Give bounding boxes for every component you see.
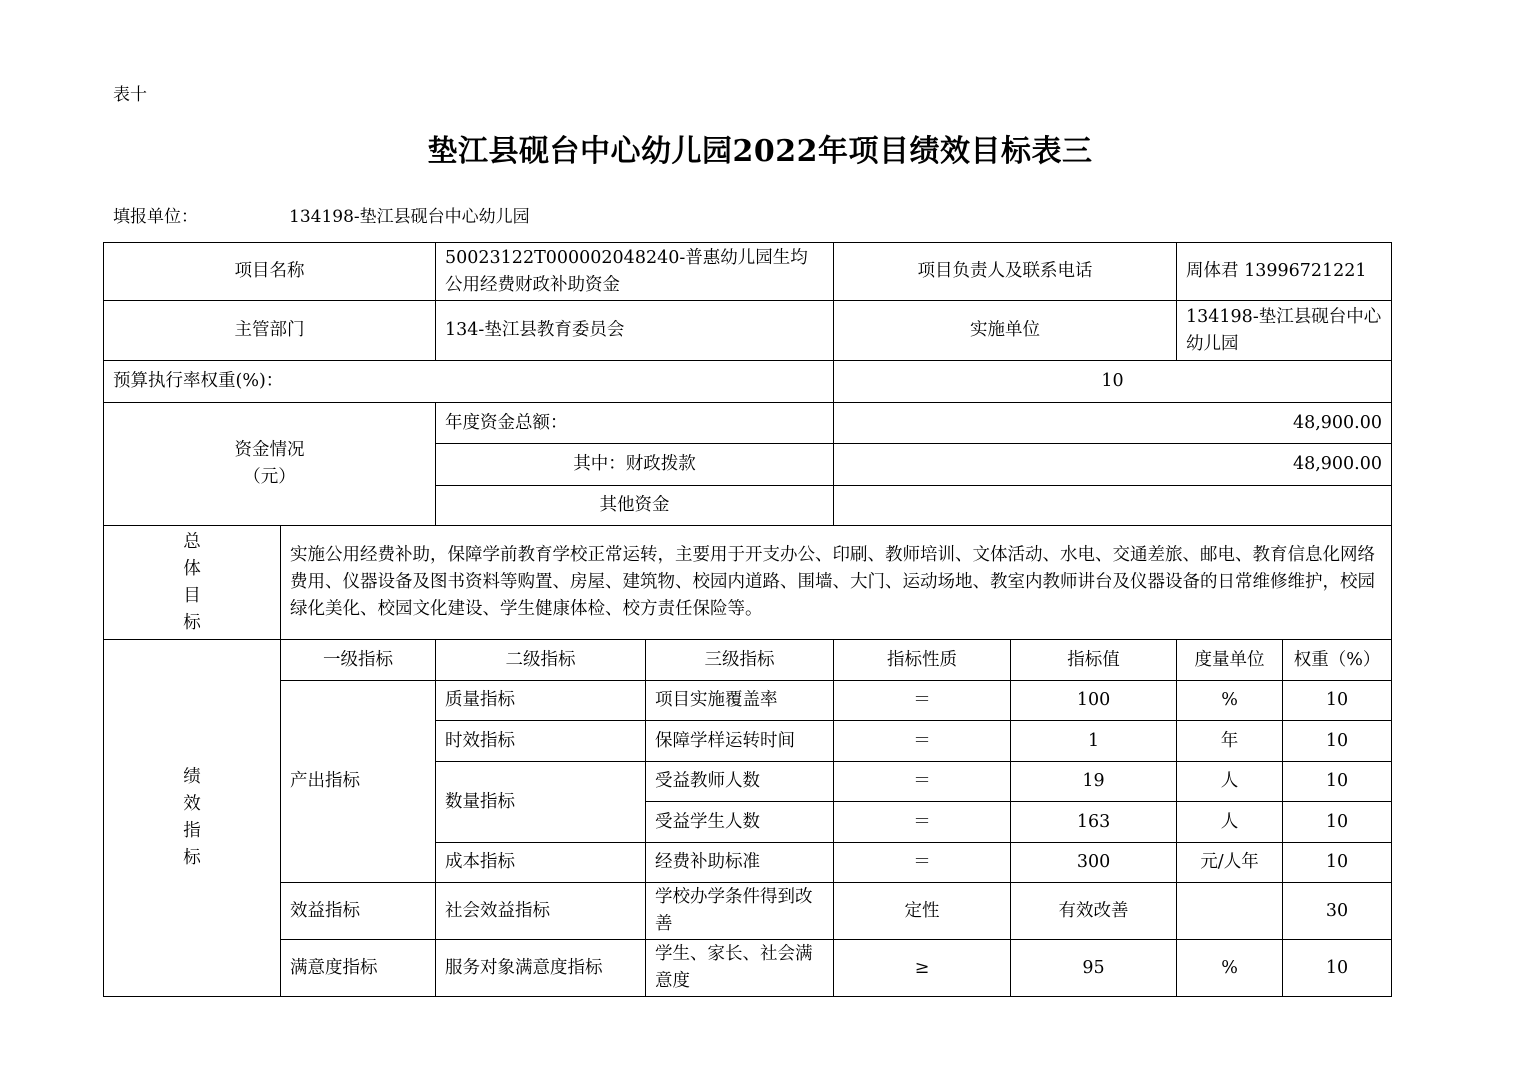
indicator-unit: 元/人年 xyxy=(1177,843,1283,883)
overall-goal-text: 实施公用经费补助，保障学前教育学校正常运转，主要用于开支办公、印刷、教师培训、文体活动、水电、交通差旅、邮电、教育信息化网络费用、仪器设备及图书资料等购置、房屋、建筑物、校园内道路、围墙、大门、运动场地、教室内教师讲台及仪器设备的日常维修维护，校园绿化美化、校园文化建设、学生健康体检、校方责任保险等。 xyxy=(281,526,1392,640)
indicator-weight: 10 xyxy=(1283,762,1392,802)
performance-target-table xyxy=(103,242,1392,997)
indicator-weight: 30 xyxy=(1283,883,1392,940)
project-name-value: 50023122T000002048240-普惠幼儿园生均公用经费财政补助资金 xyxy=(436,243,834,301)
fund-fiscal-value: 48,900.00 xyxy=(834,444,1392,486)
indicator-nature: 定性 xyxy=(834,883,1011,940)
third-indicator: 学校办学条件得到改善 xyxy=(646,883,834,940)
contact-label: 项目负责人及联系电话 xyxy=(834,243,1177,301)
indicator-value: 163 xyxy=(1011,802,1177,843)
indicator-nature: ＝ xyxy=(834,843,1011,883)
project-name-row xyxy=(104,243,1392,301)
reporter-value: 134198-垫江县砚台中心幼儿园 xyxy=(289,207,530,227)
header-unit: 度量单位 xyxy=(1177,640,1283,681)
third-indicator: 保障学样运转时间 xyxy=(646,721,834,762)
fund-other-value xyxy=(834,486,1392,526)
social-benefit-label: 社会效益指标 xyxy=(436,883,646,940)
indicator-value: 300 xyxy=(1011,843,1177,883)
benefit-indicator-label: 效益指标 xyxy=(281,883,436,940)
indicator-value: 有效改善 xyxy=(1011,883,1177,940)
department-row xyxy=(104,301,1392,361)
output-indicator-label: 产出指标 xyxy=(281,681,436,883)
third-indicator: 受益学生人数 xyxy=(646,802,834,843)
indicator-weight: 10 xyxy=(1283,721,1392,762)
indicator-unit: 人 xyxy=(1177,802,1283,843)
dept-label: 主管部门 xyxy=(104,301,436,361)
table-label: 表十 xyxy=(113,85,147,105)
third-indicator: 经费补助标准 xyxy=(646,843,834,883)
fund-other-label: 其他资金 xyxy=(436,486,834,526)
overall-goal-label: 总 体 目 标 xyxy=(104,526,281,640)
table-row xyxy=(104,883,1392,940)
fund-fiscal-label: 其中：财政拨款 xyxy=(436,444,834,486)
quality-indicator-label: 质量指标 xyxy=(436,681,646,721)
indicator-unit: % xyxy=(1177,940,1283,997)
indicator-unit xyxy=(1177,883,1283,940)
indicator-unit: % xyxy=(1177,681,1283,721)
overall-goal-row xyxy=(104,526,1392,640)
third-indicator: 项目实施覆盖率 xyxy=(646,681,834,721)
reporter-line xyxy=(113,202,530,227)
header-value: 指标值 xyxy=(1011,640,1177,681)
impl-unit-label: 实施单位 xyxy=(834,301,1177,361)
fund-total-label: 年度资金总额： xyxy=(436,403,834,444)
fund-total-row xyxy=(104,403,1392,444)
indicator-value: 1 xyxy=(1011,721,1177,762)
cost-indicator-label: 成本指标 xyxy=(436,843,646,883)
budget-weight-label: 预算执行率权重(%)： xyxy=(104,361,834,403)
table-row xyxy=(104,940,1392,997)
budget-weight-row xyxy=(104,361,1392,403)
indicator-nature: ≥ xyxy=(834,940,1011,997)
indicator-nature: ＝ xyxy=(834,762,1011,802)
indicator-weight: 10 xyxy=(1283,940,1392,997)
indicator-weight: 10 xyxy=(1283,802,1392,843)
indicators-label: 绩 效 指 标 xyxy=(104,640,281,997)
indicator-nature: ＝ xyxy=(834,721,1011,762)
indicator-value: 19 xyxy=(1011,762,1177,802)
third-indicator: 学生、家长、社会满意度 xyxy=(646,940,834,997)
header-level1: 一级指标 xyxy=(281,640,436,681)
indicator-nature: ＝ xyxy=(834,802,1011,843)
project-name-label: 项目名称 xyxy=(104,243,436,301)
contact-value: 周体君 13996721221 xyxy=(1177,243,1392,301)
dept-value: 134-垫江县教育委员会 xyxy=(436,301,834,361)
indicator-value: 95 xyxy=(1011,940,1177,997)
indicator-unit: 人 xyxy=(1177,762,1283,802)
impl-unit-value: 134198-垫江县砚台中心幼儿园 xyxy=(1177,301,1392,361)
header-level2: 二级指标 xyxy=(436,640,646,681)
indicator-unit: 年 xyxy=(1177,721,1283,762)
indicator-header-row xyxy=(104,640,1392,681)
header-level3: 三级指标 xyxy=(646,640,834,681)
table-row xyxy=(104,681,1392,721)
quantity-indicator-label: 数量指标 xyxy=(436,762,646,843)
budget-weight-value: 10 xyxy=(834,361,1392,403)
page-title: 垫江县砚台中心幼儿园2022年项目绩效目标表三 xyxy=(427,134,1093,169)
reporter-label: 填报单位： xyxy=(113,207,198,227)
service-satisfaction-label: 服务对象满意度指标 xyxy=(436,940,646,997)
header-nature: 指标性质 xyxy=(834,640,1011,681)
satisfaction-indicator-label: 满意度指标 xyxy=(281,940,436,997)
timeliness-indicator-label: 时效指标 xyxy=(436,721,646,762)
third-indicator: 受益教师人数 xyxy=(646,762,834,802)
indicator-weight: 10 xyxy=(1283,681,1392,721)
indicator-nature: ＝ xyxy=(834,681,1011,721)
indicator-weight: 10 xyxy=(1283,843,1392,883)
fund-total-value: 48,900.00 xyxy=(834,403,1392,444)
header-weight: 权重（%） xyxy=(1283,640,1392,681)
funds-label: 资金情况 （元） xyxy=(104,403,436,526)
indicator-value: 100 xyxy=(1011,681,1177,721)
